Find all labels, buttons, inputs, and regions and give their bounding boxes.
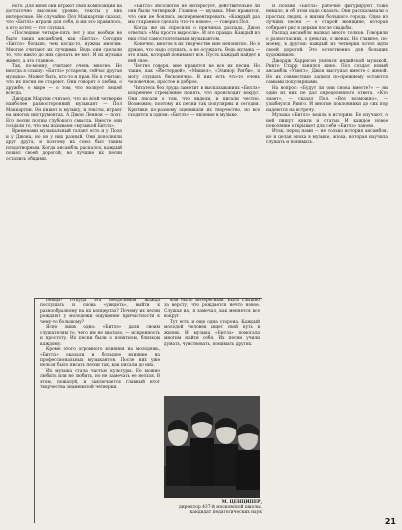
paragraph: Честно говоря, мне нравятся не все их песни. Но такие, как «Йестердей», «Мишел», «Элинор Ригби», я могу слушать бесконечно. В них есть что-то очень человечное, простое и доброе.: [128, 63, 260, 86]
paragraph: певцы? Откуда эта неодолимая жажда послушать и снова «увидеть», выйти к разнообразному на их концертах? Почему их песни рождают у молодежи ощущение причастности к чему-то большому?: [40, 298, 160, 325]
paragraph: Распад ансамбля вызвал много толков. Говорили о разногласиях, о деньгах, о женах. Но главное, по-моему, в другом: каждый из четверки хотел идти своей дорогой. Это естественно для больших художников.: [266, 31, 388, 59]
article-column-2: [128, 4, 260, 296]
inset-divider-vertical: [34, 298, 35, 523]
band-photo-image: [164, 396, 260, 498]
sidebar-commentary-continued: [164, 298, 260, 394]
sidebar-commentary: [40, 298, 160, 518]
paragraph: Ясно лишь одно: «Битлз» дали своим слушателям то, чего им не хватало, — искренность и простоту. Их песни были о понятном, близком каждому.: [40, 325, 160, 347]
article-column-1: [6, 4, 122, 296]
author-name: М. ЦЕНЦИПЕР,: [221, 500, 262, 505]
paragraph: «Битлз» абсолютно не интересует, действительно ли они были четверкой. Главное — музыка. Мне нравится, что они не боялись экспериментировать. «Каждый раз мы стараемся сделать что-то новое», — говорил Пол.: [128, 4, 260, 26]
paragraph: В поэзии «Битлз» рабочие фигурируют тоже немало, и об этом надо сказать. Они рассказывали о простых людях, о жизни большого города. Одна из лучших песен — о старой женщине, которая собирает рис в церкви после свадьбы.: [266, 4, 388, 31]
page-number: 21: [384, 517, 396, 526]
paragraph: Итак, перед нами — не только история ансамбля, но и целая эпоха в музыке, эпоха, которая научила слушать и понимать.: [266, 129, 388, 146]
paragraph: Читатель без труда заметит в высказываниях «Битлз» искреннее стремление понять, что происходит вокруг. Они писали о том, что видели, и писали честно. Возможно, поэтому их песни так популярны и сегодня. Критики по-разному оценивали их творчество, но все сходятся в одном: «Битлз» — явление в музыке.: [128, 85, 260, 119]
paragraph: Джордж Харрисон увлекся индийской музыкой, Ринго Старр занялся кино. Пол создал новый ансамбль «Уингз», Джон выступал вместе с женой. Но их совместные записи по-прежнему остаются самыми популярными.: [266, 58, 388, 86]
paragraph: Временами музыкальный талант есть и у Пола и у Джона, но он у них разный. Они дополняли друг друга, и поэтому их союз был таким плодотворным. Когда ансамбль распался, каждый пошел своей дорогой, но лучшие их песни остались общими.: [6, 129, 122, 162]
paragraph: Их музыка стала частью культуры. Ее можно любить или не любить, но не замечать ее нельзя. В этом, пожалуй, и заключается главный итог творчества знаменитой четверки.: [40, 368, 160, 391]
band-photo: [164, 396, 260, 498]
paragraph: Музыка «Битлз» вошла в историю. Ее изучают, о ней пишут книги и статьи. И каждое новое поколение открывает для себя «Битлз» заново.: [266, 113, 388, 129]
paragraph: Джордж Мартин считает, что из всей четверки наиболее разносторонний музыкант — Пол Маккартни. Он пишет и музыку, и тексты, играет на многих инструментах. А Джон Леннон — поэт. Его песни полны глубокого смысла. Вместе они создали то, что мы называем «музыкой Битлз».: [6, 96, 122, 129]
paragraph: ного. Для меня они играют свои композиции на достаточно высоком уровне, тексты у них интересные. Не случайно Пол Маккартни сказал, что «Битлз» играли для себя, и им это нравилось, а кто хотел — тот слушал.: [6, 4, 122, 31]
paragraph: вом было интересным. Было слышно за версту, что рождается нечто новое. Слушая их, я замечал, как меняется все вокруг.: [164, 298, 260, 320]
author-role: директор 437-й московской школы, кандидат педагогических наук: [179, 505, 262, 516]
article-column-3: [266, 4, 388, 513]
paragraph: «Последние четыре-пять лет у нас вообще не было таких ансамблей, как «Битлз». Сегодня «Битлз» больше, чем когда-то, нужны многим. Многие считают их лучшими. Ведь они сделали то, что никто до них сделать не мог. И их музыка живет, а это главное.: [6, 31, 122, 64]
paragraph: Тут есть и еще одна сторона. Каждый молодой человек ищет свой путь в жизни. И музыка «Битлз» помогала многим найти себя. Их песни учили думать, чувствовать, понимать других.: [164, 319, 260, 347]
paragraph: Когда же их спросили о причинах распада, Джон ответил: «Мы просто выросли». И это правда. Каждый из них стал самостоятельным музыкантом.: [128, 25, 260, 42]
paragraph: Кроме этого огромного влияния на молодежь, «Битлз» оказали и большое влияние на профессиональных музыкантов. После них уже нельзя было писать песни так, как писали до них.: [40, 347, 160, 369]
paragraph: На вопрос: «Будут ли они снова вместе?» — ни один из них не дал определенного ответа. «Кто знает», — сказал Пол. «Все возможно», — улыбнулся Ринго. И многие поклонники до сих пор надеются на встречу.: [266, 85, 388, 113]
photo-caption: [164, 500, 262, 516]
paragraph: Так, по-моему, считают очень многие. Но иногда я слышу: «Битлз» устарели, сейчас другая музыка». Может быть, кто-то и прав. Но я считаю, что их песни не стареют. Они говорят о любви, о дружбе, о мире — о том, что волнует людей всегда.: [6, 63, 122, 97]
paragraph: Конечно, многое в их творчестве мне непонятно. Но я думаю, что надо слушать, а не осуждать. Ведь музыка — это язык, который понимают все. Пусть каждый найдет в ней свое.: [128, 42, 260, 64]
